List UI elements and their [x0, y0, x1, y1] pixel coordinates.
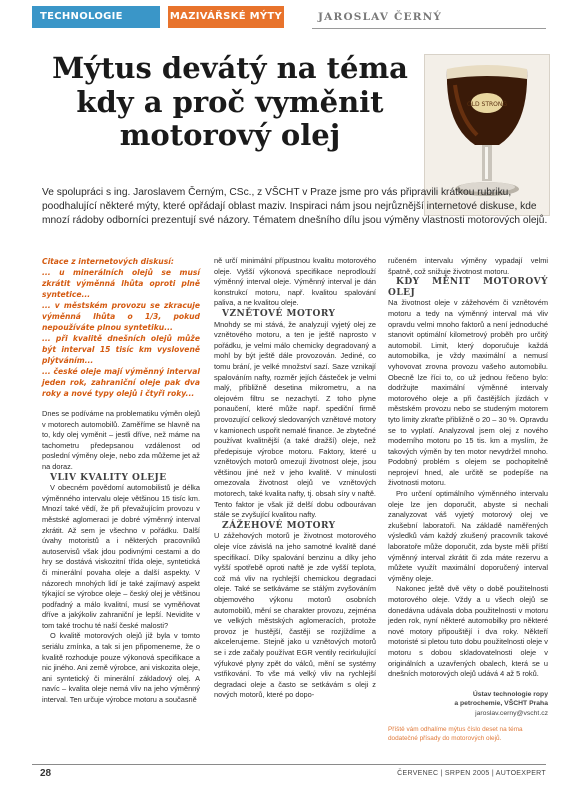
quote-item: ... u minerálních olejů se musí zkrátit výměnná lhůta oproti plně syntetice... [42, 268, 200, 299]
paragraph: Mnohdy se mi stává, že analyzují vyjetý olej ze vznětového motoru, a ten je ještě naprosto v pořádku, je velmi málo chemicky degradovaný a mohl by být ještě dále provozován. Jediné, co tomu brání, je velké množství sazí. Saze vznikají spalováním nafty, rozměr jejích částeček je velmi malý, přibližně desetina mikrometru, a na olejovém filtru se nezachytí. Z toho plyne ponaučení, které může např. spediční firmě provozující celkový sledovaných vznětové motory v kamionech uspořit nemalé finance. Je zbytečné používat kvalitnější (a také dražší) oleje, než předepisuje výrobce motoru. Faktory, které u vznětových motorů omezují životnost oleje, jsou většinou jiné než v jeho kvalitě. V minulosti omezovala životnost olejů ve vznětových motorech, také kvalita nafty, tj. obsah síry v naftě. Tento faktor je však již delší dobu odbourávan stále se zvyšující kvalitou nafty. [214, 319, 376, 520]
subheading: VZNĚTOVÉ MOTORY [222, 308, 336, 319]
paragraph: O kvalitě motorových olejů již byla v tomto seriálu zmínka, a tak si jen připomeneme, že o kvalitě rozhoduje pouze výkonová specifikace a nic jiného. Ani země výrobce, ani viskozita oleje, ani syntetický či minerální základový olej. A navíc – kvalita oleje nemá vliv na jeho výměnný interval. Ten určuje výrobce motoru a současně [42, 631, 200, 705]
page-number: 28 [40, 768, 52, 779]
page-header [0, 6, 578, 30]
signature-line: a petrochemie, VŠCHT Praha [454, 700, 548, 708]
column-3 [388, 256, 548, 743]
svg-text:OLD STRONG: OLD STRONG [466, 101, 508, 108]
column-2 [214, 256, 376, 701]
paragraph: Pro určení optimálního výměnného intervalu oleje lze jen doporučit, abyste si nechali zanalyzovat váš vyjetý motorový olej ve zkušební laboratoři. Na základě naměřených výsledků vám každý zkušený pracovník takové laboratoře může doporučit, zda byste měli příští výměnný interval zkrátit či zda máte rezervu a můžete využít maximální doporučený interval výměny oleje. [388, 489, 548, 583]
author-email: jaroslav.cerny@vscht.cz [475, 709, 548, 717]
paragraph: Nakonec ještě dvě věty o době použitelnosti motorového oleje. Vždy a u všech olejů se donedávna udávala doba použitelnosti v motoru jeden rok, nyní některé automobilky pro některé nové motory připouštějí i dva roky. Někteří motoristé si pletou tuto dobu použitelnosti oleje v motoru s dobou skladovatelnosti oleje v originálních a uzavřených obalech, která se u dnešních motorových olejů udává 4 až 5 roků. [388, 584, 548, 679]
forum-quotes [42, 256, 200, 399]
author-name: JAROSLAV ČERNÝ [318, 11, 443, 23]
paragraph: ručeném intervalu výměny vypadají velmi špatně, což snižuje životnost motoru. [388, 256, 548, 276]
quote-heading: Citace z internetových diskusí: [42, 257, 174, 266]
next-issue-note: Příště vám odhalíme mýtus číslo deset na téma dodatečné přísady do motorových olejů. [388, 726, 523, 742]
paragraph: ně určí minimální přípustnou kvalitu motorového oleje. Vyšší výkonová specifikace neprodlouží výměnný interval oleje. Výměnný interval je dán konstrukcí motoru, např. kvalitou spalování paliva, a ne kvalitou oleje. [214, 256, 376, 308]
section-label: TECHNOLOGIE [32, 6, 160, 28]
author-signature [388, 690, 548, 719]
subheading: KDY MĚNIT MOTOROVÝ OLEJ [388, 277, 548, 298]
quote-item: ... v městském provozu se zkracuje výměnná lhůta o 1/3, pokud nepoužíváte plnou syntetiku... [42, 301, 200, 332]
issue-info: ČERVENEC | SRPEN 2005 | AUTOEXPERT [397, 770, 546, 777]
quote-item: ... při kvalitě dnešních olejů může být interval 15 tisíc km vysloveně plýtváním... [42, 334, 200, 365]
footer-divider [32, 764, 546, 765]
paragraph: U zážehových motorů je životnost motorového oleje více závislá na jeho samotné kvalitě dané specifikací. Díky spalování benzinu a díky jeho vyšší spotřebě oproti naftě je zde vyšší teplota, což má vliv na rychlejší chemickou degradaci oleje. Také se setkáváme se stálým zvyšováním objemového výkonu motorů osobních automobilů, mění se charakter provozu, zejména ve velkých městských aglomeracích, protože provoz je hustější, častěji se rozjíždíme a akcelerujeme. Stejně jako u vznětových motorů se i zde začaly používat EGR ventily recirkulující výfukové plyny zpět do válců, mění se systémy vstřikování. To vše má velký vliv na rychlejší degradaci oleje a často se setkávám s oleji z nových motorů, které po dopo- [214, 531, 376, 700]
paragraph: Dnes se podíváme na problematiku výměn olejů v motorech automobilů. Zaměříme se hlavně na to, kdy olej vyměnit – jestli dříve, než máme na tachometru předepsanou vzdálenost od poslední výměny oleje, nebo zda můžeme jet až na doraz. [42, 409, 200, 471]
paragraph: V obecném povědomí automobilistů je délka výměnného intervalu oleje většinou 15 tisíc km. Mnozí také vědí, že při převažujícím provozu v městské aglomeraci je dobré výměnný interval zkrátit. Až sem je všechno v pořádku. Další úvahy motoristů a i některých pracovníků autoservisů však jdou podivnými cestami a do hry se dostává viskozitní třída oleje, syntetická či minerální povaha oleje a další aspekty. V názorech mnohých lidí je také zajímavý aspekt týkající se výrobce oleje – český olej je většinou podřadný a málo kvalitní, musí se vyměňovat dříve a jakýkoliv zahraniční je lepší. Nevidíte v tom také trochu té naší české malosti? [42, 483, 200, 630]
column-1 [42, 256, 200, 706]
article-title: Mýtus devátý na téma kdy a proč vyměnit motorový olej [52, 51, 408, 153]
quote-item: ... české oleje mají výměnný interval jeden rok, zahraniční oleje pak dva roky a nové typy olejů i čtyři roky... [42, 367, 200, 398]
article-intro: Ve spolupráci s ing. Jaroslavem Černým, CSc., z VŠCHT v Praze jsme pro vás připravili krátkou rubriku, poodhalující některé mýty, které opřádají oblast maziv. Inspiraci nám jsou nejrůznější internetové diskuse, kde mnozí rádoby odborníci prezentují své názory. Tématem dnešního dílu jsou výměny vlastnosti motorových olejů. [42, 187, 548, 226]
paragraph: Na životnost oleje v zážehovém či vznětovém motoru a tedy na výměnný interval má vliv opravdu velmi mnoho faktorů a není jednoduché stanovit optimální kilometrový proběh pro určitý automobil. Limit, který doporučuje každá automobilka, je vždy maximální a nemusí vyhovovat zrovna provozu vašeho automobilu. Obecně lze říci to, co už jednou řečeno bylo: dodržujte maximální výměnné intervaly motorového oleje a při častějších jízdách v městském provozu nebo se studeným motorem tyto limity zkraťte přibližně o 20 – 30 %. Opravdu se to vyplatí. Analyzoval jsem olej z nového moderního motoru po 15 tis. km a myslím, že takových výměn by ten motor nevydržel mnoho. Podobný problém s olejem se pochopitelně neprojeví hned, ale určitě se podepíše na životnosti motoru. [388, 298, 548, 488]
category-label: MAZIVÁŘSKÉ MÝTY [168, 6, 284, 28]
subheading: ZÁŽEHOVÉ MOTORY [222, 520, 336, 531]
subheading: VLIV KVALITY OLEJE [50, 472, 167, 483]
signature-line: Ústav technologie ropy [472, 690, 548, 698]
header-divider [312, 28, 546, 29]
